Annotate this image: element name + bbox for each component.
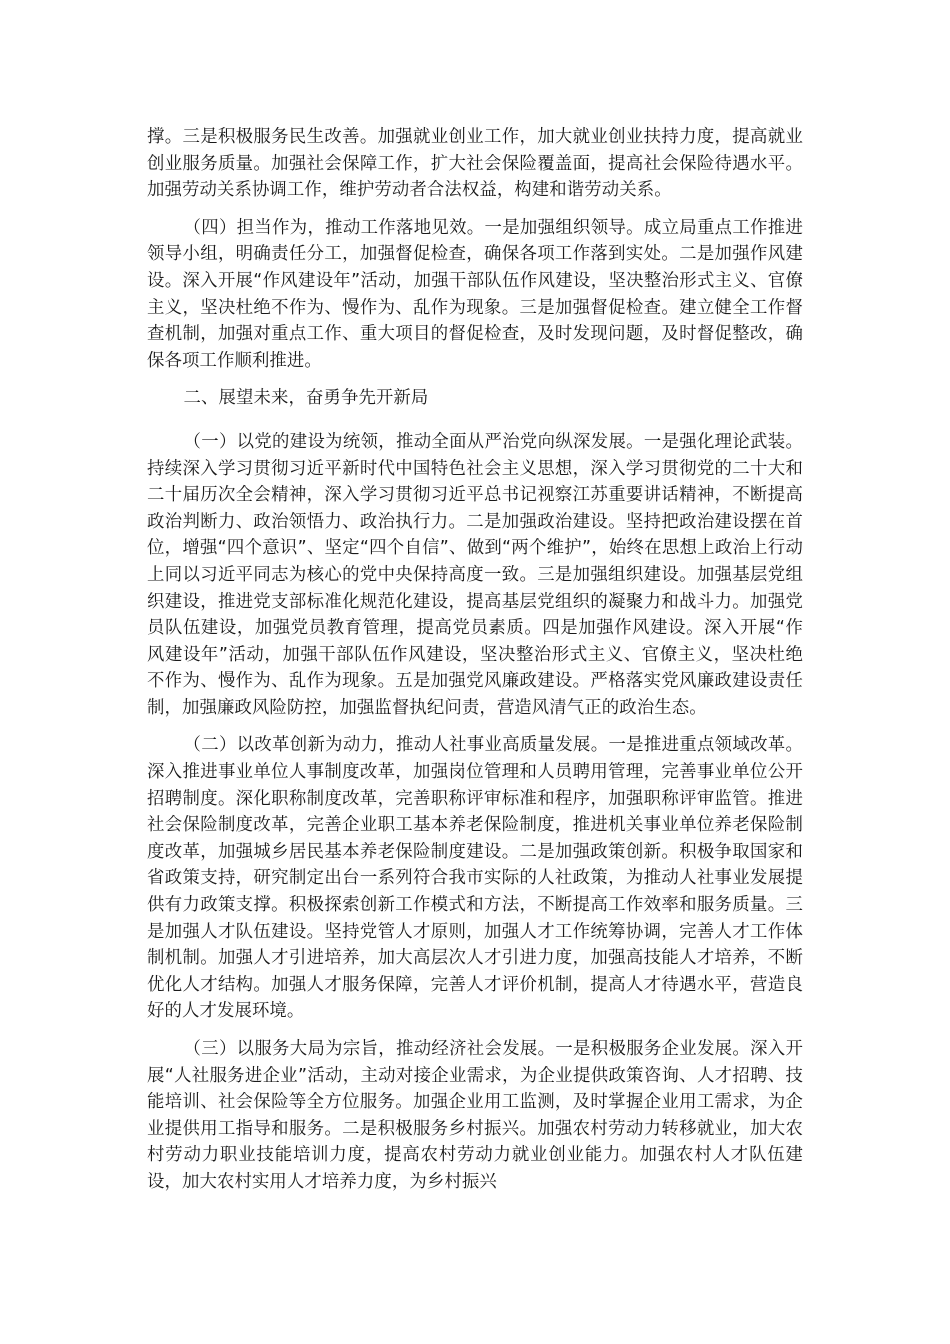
paragraph-section-4: （四）担当作为，推动工作落地见效。一是加强组织领导。成立局重点工作推进领导小组，明确责任分工，加强督促检查，确保各项工作落到实处。二是加强作风建设。深入开展“作风建设年”活动，加强干部队伍作风建设，坚决整治形式主义、官僚主义，坚决杜绝不作为、慢作为、乱作为现象。三是加强督促检查。建立健全工作督查机制，加强对重点工作、重大项目的督促检查，及时发现问题，及时督促整改，确保各项工作顺利推进。: [147, 217, 803, 371]
section-heading: 二、展望未来，奋勇争先开新局: [183, 388, 429, 409]
paragraph-item-1: （一）以党的建设为统领，推动全面从严治党向纵深发展。一是强化理论武装。持续深入学习贯彻习近平新时代中国特色社会主义思想，深入学习贯彻党的二十大和二十届历次全会精神，深入学习贯彻习近平总书记视察江苏重要讲话精神，不断提高政治判断力、政治领悟力、政治执行力。二是加强政治建设。坚持把政治建设摆在首位，增强“四个意识”、坚定“四个自信”、做到“两个维护”，始终在思想上政治上行动上同以习近平同志为核心的党中央保持高度一致。三是加强组织建设。加强基层党组织建设，推进党支部标准化规范化建设，提高基层党组织的凝聚力和战斗力。加强党员队伍建设，加强党员教育管理，提高党员素质。四是加强作风建设。深入开展“作风建设年”活动，加强干部队伍作风建设，坚决整治形式主义、官僚主义，坚决杜绝不作为、慢作为、乱作为现象。五是加强党风廉政建设。严格落实党风廉政建设责任制，加强廉政风险防控，加强监督执纪问责，营造风清气正的政治生态。: [147, 431, 803, 718]
paragraph-item-3: （三）以服务大局为宗旨，推动经济社会发展。一是积极服务企业发展。深入开展“人社服务进企业”活动，主动对接企业需求，为企业提供政策咨询、人才招聘、技能培训、社会保险等全方位服务。加强企业用工监测，及时掌握企业用工需求，为企业提供用工指导和服务。二是积极服务乡村振兴。加强农村劳动力转移就业，加大农村劳动力职业技能培训力度，提高农村劳动力就业创业能力。加强农村人才队伍建设，加大农村实用人才培养力度，为乡村振兴: [147, 1039, 803, 1192]
document-page: [147, 124, 803, 1207]
paragraph-continuation: 撑。三是积极服务民生改善。加强就业创业工作，加大就业创业扶持力度，提高就业创业服务质量。加强社会保障工作，扩大社会保险覆盖面，提高社会保险待遇水平。加强劳动关系协调工作，维护劳动者合法权益，构建和谐劳动关系。: [147, 127, 803, 201]
paragraph-item-2: （二）以改革创新为动力，推动人社事业高质量发展。一是推进重点领域改革。深入推进事业单位人事制度改革，加强岗位管理和人员聘用管理，完善事业单位公开招聘制度。深化职称制度改革，完善职称评审标准和程序，加强职称评审监管。推进社会保险制度改革，完善企业职工基本养老保险制度，推进机关事业单位养老保险制度改革，加强城乡居民基本养老保险制度建设。二是加强政策创新。积极争取国家和省政策支持，研究制定出台一系列符合我市实际的人社政策，为推动人社事业发展提供有力政策支撑。积极探索创新工作模式和方法，不断提高工作效率和服务质量。三是加强人才队伍建设。坚持党管人才原则，加强人才工作统筹协调，完善人才工作体制机制。加强人才引进培养，加大高层次人才引进力度，加强高技能人才培养，不断优化人才结构。加强人才服务保障，完善人才评价机制，提高人才待遇水平，营造良好的人才发展环境。: [147, 735, 803, 1022]
